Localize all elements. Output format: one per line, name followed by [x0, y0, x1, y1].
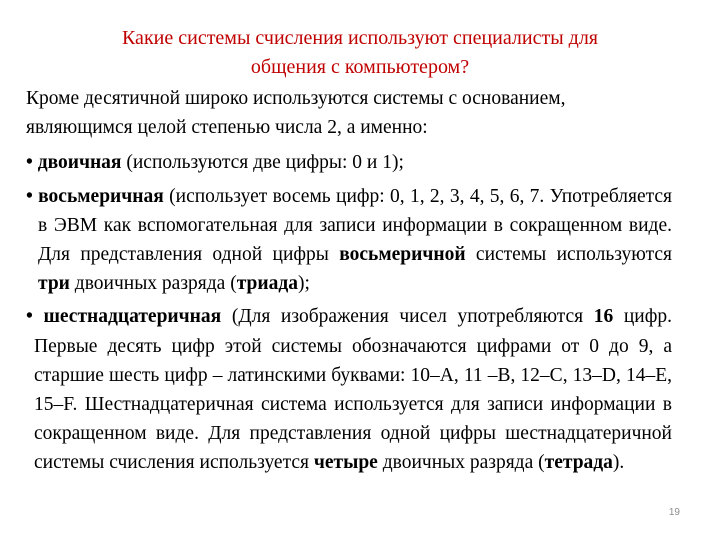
- intro-paragraph: [26, 84, 672, 142]
- hex-term-4: тетрада: [544, 452, 613, 474]
- octal-text-4: );: [297, 273, 310, 295]
- page-number: 19: [668, 507, 680, 518]
- title-line-2: общения с компьютером?: [250, 56, 470, 78]
- slide-body: [26, 84, 672, 478]
- hex-term-2: 16: [593, 306, 614, 328]
- octal-term-4: триада: [236, 273, 298, 295]
- binary-term: двоичная: [37, 152, 122, 174]
- intro-line-1: Кроме десятичной широко используются системы с основанием,: [26, 88, 566, 109]
- binary-text: (используются две цифры: 0 и 1);: [121, 152, 404, 174]
- bullet-octal: [26, 182, 672, 299]
- hex-text-4: ).: [612, 452, 625, 474]
- slide-title: [60, 24, 660, 82]
- octal-text-2: системы используются: [465, 244, 673, 266]
- hex-term: шестнадцатеричная: [43, 306, 222, 328]
- octal-text-1: (использует восемь цифр: 0, 1, 2, 3, 4, 5, 6, 7. Употребляется в ЭВМ как вспомогательная для записи информации в сокращенном виде. Для представления одной цифры: [38, 185, 672, 266]
- bullet-marker: •: [26, 306, 33, 328]
- bullet-binary: [26, 148, 672, 177]
- hex-text-3: двоичных разряда (: [377, 452, 545, 474]
- title-line-1: Какие системы счисления используют специалисты для: [121, 27, 599, 49]
- bullet-hex: [26, 302, 672, 477]
- hex-term-3: четыре: [313, 452, 378, 474]
- intro-line-2: являющимся целой степенью числа 2, а именно:: [26, 117, 428, 139]
- hex-text-2: цифр. Первые десять цифр этой системы обозначаются цифрами от 0 до 9, а старшие шесть цифр – латинскими буквами: 10–A, 11 –B, 12–C, 13–D, 14–E, 15–F. Шестнадцатеричная система используется для записи информации в сокращенном виде. Для представления одной цифры шестнадцатеричной системы счисления используется: [34, 306, 672, 474]
- octal-term-3: три: [38, 273, 70, 295]
- octal-text-3: двоичных разряда (: [69, 273, 237, 295]
- hex-text-1: (Для изображения чисел употребляются: [221, 306, 594, 328]
- octal-term-2: восьмеричной: [339, 244, 466, 266]
- bullet-marker: •: [26, 152, 33, 174]
- bullet-marker: •: [26, 185, 33, 207]
- octal-term: восьмеричная: [38, 185, 164, 207]
